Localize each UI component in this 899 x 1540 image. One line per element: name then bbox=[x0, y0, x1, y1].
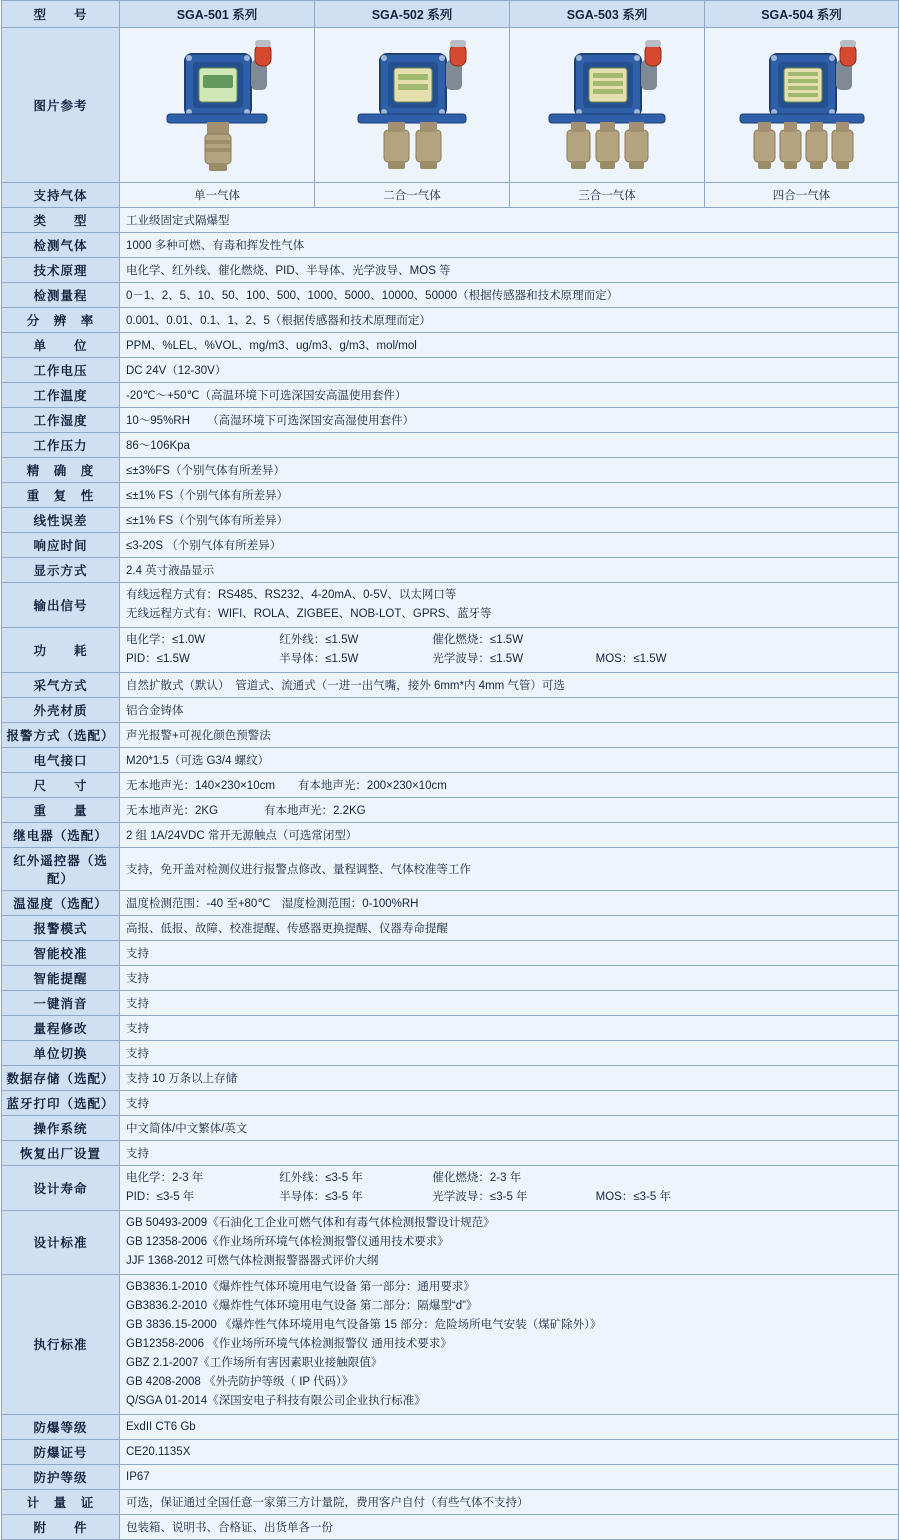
lifespan-item-1-name: 红外线： bbox=[279, 1171, 326, 1184]
exec-standard-line-2: GB3836.2-2010《爆炸性气体环境用电气设备 第二部分：隔爆型“d”》 bbox=[126, 1299, 478, 1312]
row-value-temperature: -20℃～+50℃（高温环境下可选深国安高温使用套件） bbox=[120, 383, 899, 408]
table-row bbox=[2, 697, 899, 722]
table-row bbox=[2, 1040, 899, 1065]
lifespan-value bbox=[120, 1165, 899, 1210]
lifespan-item-2-value: 2-3 年 bbox=[489, 1171, 522, 1184]
lifespan-item-5-value: ≤3-5 年 bbox=[489, 1190, 528, 1203]
row-label-unit-switch: 单位切换 bbox=[2, 1040, 120, 1065]
row-label-pressure: 工作压力 bbox=[2, 433, 120, 458]
row-value-smart-reminder: 支持 bbox=[120, 965, 899, 990]
row-label-smart-calibration: 智能校准 bbox=[2, 940, 120, 965]
row-value-linearity: ≤±1% FS（个别气体有所差异） bbox=[120, 508, 899, 533]
table-row bbox=[2, 1140, 899, 1165]
row-label-metrology-cert: 计 量 证 bbox=[2, 1489, 120, 1514]
table-row bbox=[2, 627, 899, 672]
table-row bbox=[2, 483, 899, 508]
power-item-0-name: 电化学： bbox=[126, 633, 172, 646]
row-value-bluetooth-print: 支持 bbox=[120, 1090, 899, 1115]
table-row bbox=[2, 1464, 899, 1489]
row-value-smart-calibration: 支持 bbox=[120, 940, 899, 965]
design-standard-label: 设计标准 bbox=[2, 1210, 120, 1274]
row-label-range: 检测量程 bbox=[2, 283, 120, 308]
row-label-alarm-type: 报警方式（选配） bbox=[2, 722, 120, 747]
row-value-display: 2.4 英寸液晶显示 bbox=[120, 558, 899, 583]
row-value-detect-gas: 1000 多种可燃、有毒和挥发性气体 bbox=[120, 233, 899, 258]
exec-standard-line-7: Q/SGA 01-2014《深国安电子科技有限公司企业执行标准》 bbox=[126, 1394, 426, 1407]
row-value-alarm-type: 声光报警+可视化颜色预警法 bbox=[120, 722, 899, 747]
design-standard-line-2: GB 12358-2006《作业场所环境气体检测报警仪通用技术要求》 bbox=[126, 1235, 449, 1248]
lifespan-item-6-name: MOS： bbox=[595, 1190, 634, 1203]
table-row bbox=[2, 1115, 899, 1140]
lifespan-item-1-value: ≤3-5 年 bbox=[325, 1171, 363, 1184]
lifespan-item-5-name: 光学波导： bbox=[432, 1190, 490, 1203]
row-label-ip-grade: 防护等级 bbox=[2, 1464, 120, 1489]
row-value-ip-grade: IP67 bbox=[120, 1464, 899, 1489]
row-value-voltage: DC 24V（12-30V） bbox=[120, 358, 899, 383]
row-label-sampling: 采气方式 bbox=[2, 672, 120, 697]
row-label-one-key-mute: 一键消音 bbox=[2, 990, 120, 1015]
table-row bbox=[2, 1274, 899, 1414]
table-row bbox=[2, 990, 899, 1015]
row-label-bluetooth-print: 蓝牙打印（选配） bbox=[2, 1090, 120, 1115]
power-label: 功 耗 bbox=[2, 627, 120, 672]
table-row bbox=[2, 1514, 899, 1539]
lifespan-item-0-name: 电化学： bbox=[126, 1171, 172, 1184]
row-value-humidity: 10～95%RH （高湿环境下可选深国安高湿使用套件） bbox=[120, 408, 899, 433]
row-value-housing: 铝合金铸体 bbox=[120, 697, 899, 722]
design-standard-line-3: JJF 1368-2012 可燃气体检测报警器器式评价大纲 bbox=[126, 1254, 379, 1267]
table-row bbox=[2, 1414, 899, 1439]
row-value-type: 工业级固定式隔爆型 bbox=[120, 208, 899, 233]
table-row bbox=[2, 558, 899, 583]
row-value-ex-grade: ExdII CT6 Gb bbox=[120, 1414, 899, 1439]
row-label-housing: 外壳材质 bbox=[2, 697, 120, 722]
gas-detector-2-icon bbox=[322, 30, 502, 180]
table-row bbox=[2, 747, 899, 772]
table-row bbox=[2, 890, 899, 915]
row-label-humidity: 工作湿度 bbox=[2, 408, 120, 433]
lifespan-line-1 bbox=[126, 1169, 892, 1188]
row-label-temperature: 工作温度 bbox=[2, 383, 120, 408]
table-row bbox=[2, 408, 899, 433]
row-label-ex-grade: 防爆等级 bbox=[2, 1414, 120, 1439]
lifespan-item-4-value: ≤3-5 年 bbox=[325, 1190, 363, 1203]
row-value-pressure: 86～106Kpa bbox=[120, 433, 899, 458]
table-row bbox=[2, 458, 899, 483]
row-value-repeatability: ≤±1% FS（个别气体有所差异） bbox=[120, 483, 899, 508]
table-row bbox=[2, 772, 899, 797]
table-row bbox=[2, 1210, 899, 1274]
table-row bbox=[2, 433, 899, 458]
power-item-1-name: 红外线： bbox=[279, 633, 326, 646]
gas-detector-3-icon bbox=[517, 30, 697, 180]
model-sga-504: SGA-504 系列 bbox=[705, 1, 899, 28]
table-row bbox=[2, 1065, 899, 1090]
power-item-3-value: ≤1.5W bbox=[156, 652, 190, 665]
lifespan-item-0-value: 2-3 年 bbox=[172, 1171, 204, 1184]
row-value-response-time: ≤3-20S （个别气体有所差异） bbox=[120, 533, 899, 558]
power-item-1-value: ≤1.5W bbox=[325, 633, 359, 646]
table-row bbox=[2, 533, 899, 558]
row-label-size: 尺 寸 bbox=[2, 772, 120, 797]
product-image-sga-501 bbox=[120, 28, 315, 183]
row-value-ex-cert: CE20.1135X bbox=[120, 1439, 899, 1464]
table-row bbox=[2, 1090, 899, 1115]
row-value-size: 无本地声光：140×230×10cm 有本地声光：200×230×10cm bbox=[120, 772, 899, 797]
row-label-os: 操作系统 bbox=[2, 1115, 120, 1140]
exec-standard-value bbox=[120, 1274, 899, 1414]
row-label-range-change: 量程修改 bbox=[2, 1015, 120, 1040]
row-value-resolution: 0.001、0.01、0.1、1、2、5（根据传感器和技术原理而定） bbox=[120, 308, 899, 333]
exec-standard-line-3: GB 3836.15-2000 《爆炸性气体环境用电气设备第 15 部分：危险场所电气安装（煤矿除外）》 bbox=[126, 1318, 602, 1331]
power-item-0-value: ≤1.0W bbox=[172, 633, 206, 646]
model-label: 型 号 bbox=[2, 1, 120, 28]
row-label-data-storage: 数据存储（选配） bbox=[2, 1065, 120, 1090]
row-value-metrology-cert: 可选，保证通过全国任意一家第三方计量院，费用客户自付（有些气体不支持） bbox=[120, 1489, 899, 1514]
power-item-6-value: ≤1.5W bbox=[633, 652, 667, 665]
table-row bbox=[2, 308, 899, 333]
table-row bbox=[2, 583, 899, 628]
lifespan-item-4-name: 半导体： bbox=[279, 1190, 326, 1203]
supported-gas-504: 四合一气体 bbox=[705, 183, 899, 208]
table-row bbox=[2, 672, 899, 697]
lifespan-item-6-value: ≤3-5 年 bbox=[633, 1190, 671, 1203]
model-sga-502: SGA-502 系列 bbox=[315, 1, 510, 28]
supported-gas-501: 单一气体 bbox=[120, 183, 315, 208]
row-value-data-storage: 支持 10 万条以上存储 bbox=[120, 1065, 899, 1090]
row-value-os: 中文简体/中文繁体/英文 bbox=[120, 1115, 899, 1140]
exec-standard-line-6: GB 4208-2008 《外壳防护等级（ IP 代码）》 bbox=[126, 1375, 354, 1388]
row-value-accuracy: ≤±3%FS（个别气体有所差异） bbox=[120, 458, 899, 483]
table-row bbox=[2, 358, 899, 383]
output-signal-wired: 有线远程方式有：RS485、RS232、4-20mA、0-5V、以太网口等 bbox=[126, 589, 457, 601]
row-label-relay: 继电器（选配） bbox=[2, 822, 120, 847]
row-value-weight: 无本地声光：2KG 有本地声光：2.2KG bbox=[120, 797, 899, 822]
row-label-accuracy: 精 确 度 bbox=[2, 458, 120, 483]
row-value-accessories: 包装箱、说明书、合格证、出货单各一份 bbox=[120, 1514, 899, 1539]
row-label-weight: 重 量 bbox=[2, 797, 120, 822]
lifespan-item-3-value: ≤3-5 年 bbox=[156, 1190, 195, 1203]
power-item-5-name: 光学波导： bbox=[432, 652, 490, 665]
product-image-sga-504 bbox=[705, 28, 899, 183]
supported-gas-503: 三合一气体 bbox=[510, 183, 705, 208]
table-row bbox=[2, 1015, 899, 1040]
row-label-alarm-mode: 报警模式 bbox=[2, 915, 120, 940]
product-image-sga-503 bbox=[510, 28, 705, 183]
table-row bbox=[2, 233, 899, 258]
table-row bbox=[2, 28, 899, 183]
lifespan-item-3-name: PID： bbox=[126, 1190, 157, 1203]
spec-table bbox=[1, 0, 899, 1540]
power-item-4-name: 半导体： bbox=[279, 652, 326, 665]
supported-gas-label: 支持气体 bbox=[2, 183, 120, 208]
exec-standard-label: 执行标准 bbox=[2, 1274, 120, 1414]
row-label-voltage: 工作电压 bbox=[2, 358, 120, 383]
image-reference-label: 图片参考 bbox=[2, 28, 120, 183]
power-line-2 bbox=[126, 650, 892, 669]
table-row bbox=[2, 797, 899, 822]
row-value-relay: 2 组 1A/24VDC 常开无源触点（可选常闭型） bbox=[120, 822, 899, 847]
row-label-type: 类 型 bbox=[2, 208, 120, 233]
table-row bbox=[2, 1165, 899, 1210]
table-row bbox=[2, 508, 899, 533]
row-label-electrical-interface: 电气接口 bbox=[2, 747, 120, 772]
row-value-unit-switch: 支持 bbox=[120, 1040, 899, 1065]
row-label-detect-gas: 检测气体 bbox=[2, 233, 120, 258]
row-label-factory-reset: 恢复出厂设置 bbox=[2, 1140, 120, 1165]
output-signal-wireless: 无线远程方式有：WIFI、ROLA、ZIGBEE、NOB-LOT、GPRS、蓝牙等 bbox=[126, 607, 492, 620]
table-row bbox=[2, 208, 899, 233]
table-row bbox=[2, 915, 899, 940]
table-row bbox=[2, 183, 899, 208]
table-row bbox=[2, 965, 899, 990]
model-sga-503: SGA-503 系列 bbox=[510, 1, 705, 28]
power-line-1 bbox=[126, 631, 892, 650]
row-label-unit: 单 位 bbox=[2, 333, 120, 358]
row-value-factory-reset: 支持 bbox=[120, 1140, 899, 1165]
table-row bbox=[2, 1, 899, 28]
output-signal-value bbox=[120, 583, 899, 628]
row-label-ex-cert: 防爆证号 bbox=[2, 1439, 120, 1464]
row-label-smart-reminder: 智能提醒 bbox=[2, 965, 120, 990]
table-row bbox=[2, 940, 899, 965]
row-value-electrical-interface: M20*1.5（可选 G3/4 螺纹） bbox=[120, 747, 899, 772]
design-standard-value bbox=[120, 1210, 899, 1274]
table-row bbox=[2, 847, 899, 890]
exec-standard-line-5: GBZ 2.1-2007《工作场所有害因素职业接触限值》 bbox=[126, 1356, 383, 1369]
gas-detector-1-icon bbox=[127, 30, 307, 180]
table-row bbox=[2, 333, 899, 358]
row-value-temp-humidity: 温度检测范围：-40 至+80℃ 湿度检测范围：0-100%RH bbox=[120, 890, 899, 915]
power-value bbox=[120, 627, 899, 672]
gas-detector-4-icon bbox=[712, 30, 892, 180]
row-value-sampling: 自然扩散式（默认） 管道式、流通式（一进一出气嘴，接外 6mm*内 4mm 气管）可选 bbox=[120, 672, 899, 697]
table-row bbox=[2, 822, 899, 847]
power-item-6-name: MOS： bbox=[595, 652, 634, 665]
table-row bbox=[2, 1439, 899, 1464]
table-row bbox=[2, 258, 899, 283]
row-label-resolution: 分 辨 率 bbox=[2, 308, 120, 333]
row-value-one-key-mute: 支持 bbox=[120, 990, 899, 1015]
exec-standard-line-1: GB3836.1-2010《爆炸性气体环境用电气设备 第一部分：通用要求》 bbox=[126, 1280, 475, 1293]
row-label-principle: 技术原理 bbox=[2, 258, 120, 283]
power-item-2-name: 催化燃烧： bbox=[432, 633, 490, 646]
lifespan-label: 设计寿命 bbox=[2, 1165, 120, 1210]
power-item-2-value: ≤1.5W bbox=[489, 633, 524, 646]
row-value-principle: 电化学、红外线、催化燃烧、PID、半导体、光学波导、MOS 等 bbox=[120, 258, 899, 283]
power-item-4-value: ≤1.5W bbox=[325, 652, 359, 665]
row-value-alarm-mode: 高报、低报、故障、校准提醒、传感器更换提醒、仪器寿命提醒 bbox=[120, 915, 899, 940]
row-label-response-time: 响应时间 bbox=[2, 533, 120, 558]
power-item-5-value: ≤1.5W bbox=[489, 652, 524, 665]
output-signal-label: 输出信号 bbox=[2, 583, 120, 628]
lifespan-line-2 bbox=[126, 1188, 892, 1207]
row-label-linearity: 线性误差 bbox=[2, 508, 120, 533]
row-label-repeatability: 重 复 性 bbox=[2, 483, 120, 508]
table-row bbox=[2, 383, 899, 408]
row-label-accessories: 附 件 bbox=[2, 1514, 120, 1539]
row-value-ir-remote: 支持，免开盖对检测仪进行报警点修改、量程调整、气体校准等工作 bbox=[120, 847, 899, 890]
row-label-temp-humidity: 温湿度（选配） bbox=[2, 890, 120, 915]
row-label-display: 显示方式 bbox=[2, 558, 120, 583]
product-image-sga-502 bbox=[315, 28, 510, 183]
row-value-unit: PPM、%LEL、%VOL、mg/m3、ug/m3、g/m3、mol/mol bbox=[120, 333, 899, 358]
lifespan-item-2-name: 催化燃烧： bbox=[432, 1171, 490, 1184]
row-value-range: 0－1、2、5、10、50、100、500、1000、5000、10000、50000（根据传感器和技术原理而定） bbox=[120, 283, 899, 308]
table-row bbox=[2, 283, 899, 308]
table-row bbox=[2, 1489, 899, 1514]
table-row bbox=[2, 722, 899, 747]
design-standard-line-1: GB 50493-2009《石油化工企业可燃气体和有毒气体检测报警设计规范》 bbox=[126, 1216, 495, 1229]
row-label-ir-remote: 红外遥控器（选配） bbox=[2, 847, 120, 890]
model-sga-501: SGA-501 系列 bbox=[120, 1, 315, 28]
supported-gas-502: 二合一气体 bbox=[315, 183, 510, 208]
row-value-range-change: 支持 bbox=[120, 1015, 899, 1040]
power-item-3-name: PID： bbox=[126, 652, 157, 665]
exec-standard-line-4: GB12358-2006 《作业场所环境气体检测报警仪 通用技术要求》 bbox=[126, 1337, 452, 1350]
